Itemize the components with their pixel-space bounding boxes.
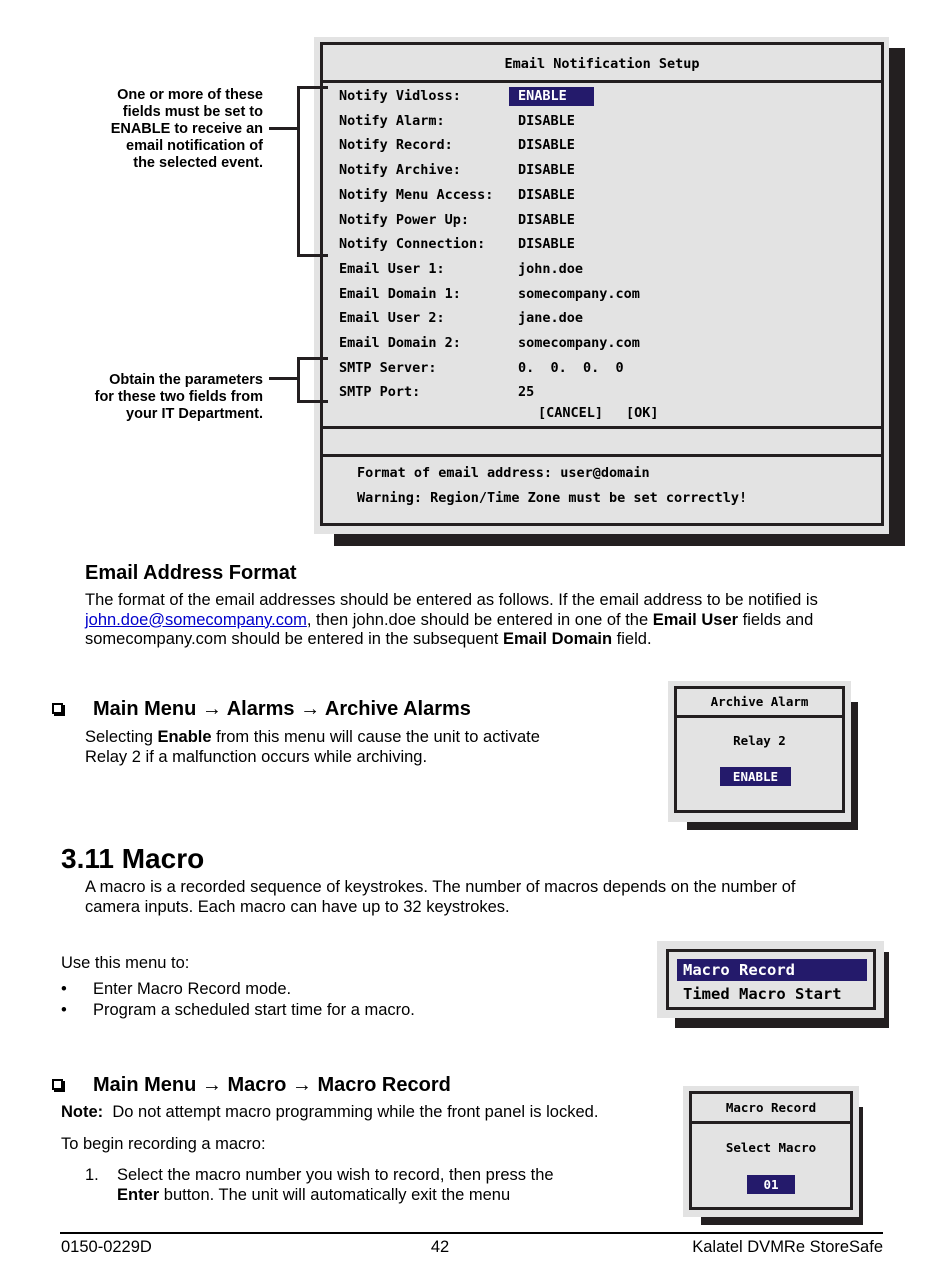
notify-bracket bbox=[297, 86, 328, 257]
box-title: Archive Alarm bbox=[710, 694, 809, 709]
macro-note bbox=[61, 1103, 598, 1123]
bold-run: Enter bbox=[117, 1185, 160, 1204]
bold-run: Email User bbox=[652, 610, 739, 629]
text-run: camera inputs. Each macro can have up to 32 keystrokes. bbox=[85, 897, 510, 916]
setting-label: Notify Archive: bbox=[339, 162, 461, 178]
setting-label: Email Domain 1: bbox=[339, 286, 461, 302]
callout-line: email notification of bbox=[126, 138, 263, 154]
ok-button[interactable]: [OK] bbox=[626, 405, 659, 421]
title-divider bbox=[323, 80, 881, 83]
checkbox-bullet-icon bbox=[52, 1079, 63, 1090]
macro-bullet-list bbox=[61, 980, 415, 1022]
notify-bracket-stub bbox=[269, 127, 299, 130]
smtp-bracket bbox=[297, 357, 328, 403]
step-text bbox=[117, 1166, 554, 1205]
setting-label: Notify Connection: bbox=[339, 236, 486, 252]
archive-alarms-text bbox=[85, 728, 540, 767]
callout-line: your IT Department. bbox=[126, 406, 263, 422]
setting-value[interactable]: DISABLE bbox=[518, 212, 575, 228]
macro-section-title: 3.11 Macro bbox=[61, 843, 205, 874]
begin-recording-text: To begin recording a macro: bbox=[61, 1135, 266, 1153]
setting-label: Notify Alarm: bbox=[339, 113, 445, 129]
archive-alarms-heading: Main Menu → Alarms → Archive Alarms bbox=[93, 698, 471, 720]
setting-label: SMTP Server: bbox=[339, 360, 437, 376]
macro-intro bbox=[85, 878, 796, 917]
setting-value[interactable]: DISABLE bbox=[518, 137, 575, 153]
macro-record-heading: Main Menu → Macro → Macro Record bbox=[93, 1074, 451, 1096]
setting-value[interactable]: john.doe bbox=[518, 261, 584, 277]
smtp-callout bbox=[40, 372, 263, 423]
format-hint: Format of email address: user@domain bbox=[357, 465, 650, 481]
list-item bbox=[61, 980, 415, 1001]
bold-run: Email Domain bbox=[502, 630, 613, 648]
setting-label: SMTP Port: bbox=[339, 384, 421, 400]
page-number: 42 bbox=[430, 1238, 450, 1256]
setting-label: Email User 2: bbox=[339, 310, 445, 326]
email-format-heading: Email Address Format bbox=[85, 562, 297, 584]
setting-value[interactable]: ENABLE bbox=[509, 87, 594, 106]
callout-line: ENABLE to receive an bbox=[110, 121, 263, 137]
notify-callout bbox=[60, 87, 263, 172]
text-run: from this menu will cause the unit to activate bbox=[211, 728, 540, 746]
text-run: field. bbox=[612, 630, 652, 648]
setting-value[interactable]: somecompany.com bbox=[518, 286, 640, 302]
timezone-warning: Warning: Region/Time Zone must be set correctly! bbox=[357, 490, 748, 506]
cancel-button[interactable]: [CANCEL] bbox=[538, 405, 604, 421]
setting-label: Notify Power Up: bbox=[339, 212, 470, 228]
setting-label: Notify Vidloss: bbox=[339, 88, 461, 104]
relay-enable-value[interactable]: ENABLE bbox=[720, 767, 791, 786]
macro-number-value[interactable]: 01 bbox=[747, 1175, 795, 1194]
callout-line: fields must be set to bbox=[122, 104, 263, 120]
menu-item-macro-record[interactable]: Macro Record bbox=[677, 959, 867, 981]
callout-line: One or more of these bbox=[117, 87, 263, 103]
setting-label: Notify Menu Access: bbox=[339, 187, 494, 203]
step-number: 1. bbox=[85, 1166, 99, 1184]
setting-label: Email User 1: bbox=[339, 261, 445, 277]
checkbox-bullet-icon bbox=[52, 703, 63, 714]
text-run: A macro is a recorded sequence of keystrokes. The number of macros depends on the number of bbox=[85, 878, 796, 896]
box-title: Macro Record bbox=[725, 1100, 817, 1115]
title-divider bbox=[692, 1121, 850, 1124]
callout-line: for these two fields from bbox=[94, 389, 263, 405]
setting-value[interactable]: 0. 0. 0. 0 bbox=[518, 360, 624, 376]
product-name: Kalatel DVMRe StoreSafe bbox=[692, 1238, 883, 1256]
note-label: Note: bbox=[61, 1103, 104, 1121]
text-run: Select the macro number you wish to record, then press the bbox=[117, 1166, 554, 1184]
footer-rule bbox=[60, 1232, 883, 1234]
setting-value[interactable]: jane.doe bbox=[518, 310, 584, 326]
text-run: button. The unit will automatically exit the menu bbox=[159, 1185, 511, 1204]
callout-line: Obtain the parameters bbox=[109, 372, 263, 388]
setting-value[interactable]: DISABLE bbox=[518, 113, 575, 129]
panel-title: Email Notification Setup bbox=[504, 56, 700, 72]
example-email-link[interactable]: john.doe@somecompany.com bbox=[85, 610, 307, 629]
doc-number: 0150-0229D bbox=[61, 1238, 152, 1256]
select-macro-label: Select Macro bbox=[725, 1140, 817, 1155]
note-text: Do not attempt macro programming while the front panel is locked. bbox=[103, 1103, 599, 1121]
setting-value[interactable]: DISABLE bbox=[518, 236, 575, 252]
list-item bbox=[61, 1001, 415, 1022]
setting-value[interactable]: DISABLE bbox=[518, 187, 575, 203]
menu-item-timed-macro-start[interactable]: Timed Macro Start bbox=[683, 985, 842, 1003]
text-run: Selecting bbox=[85, 728, 158, 746]
relay-label: Relay 2 bbox=[733, 733, 786, 748]
setting-value[interactable]: 25 bbox=[518, 384, 535, 400]
bullet-icon: • bbox=[61, 1001, 67, 1019]
list-item-text: Program a scheduled start time for a macro. bbox=[93, 1001, 415, 1019]
footer-divider bbox=[323, 454, 881, 457]
body-divider bbox=[323, 426, 881, 429]
setting-value[interactable]: somecompany.com bbox=[518, 335, 640, 351]
text-run: The format of the email addresses should be entered as follows. If the email address to be notified is bbox=[85, 591, 818, 609]
text-run: fields and bbox=[738, 610, 814, 629]
text-run: , then john.doe should be entered in one of the bbox=[306, 610, 653, 629]
use-menu-label: Use this menu to: bbox=[61, 954, 190, 972]
list-item-text: Enter Macro Record mode. bbox=[93, 980, 292, 998]
setting-label: Notify Record: bbox=[339, 137, 453, 153]
setting-label: Email Domain 2: bbox=[339, 335, 461, 351]
text-run: somecompany.com should be entered in the subsequent bbox=[85, 630, 503, 648]
smtp-bracket-stub bbox=[269, 377, 299, 380]
callout-line: the selected event. bbox=[133, 155, 263, 171]
bullet-icon: • bbox=[61, 980, 67, 998]
email-format-paragraph bbox=[85, 591, 885, 650]
setting-value[interactable]: DISABLE bbox=[518, 162, 575, 178]
title-divider bbox=[677, 715, 842, 718]
text-run: Relay 2 if a malfunction occurs while archiving. bbox=[85, 747, 428, 766]
bold-run: Enable bbox=[157, 728, 212, 746]
